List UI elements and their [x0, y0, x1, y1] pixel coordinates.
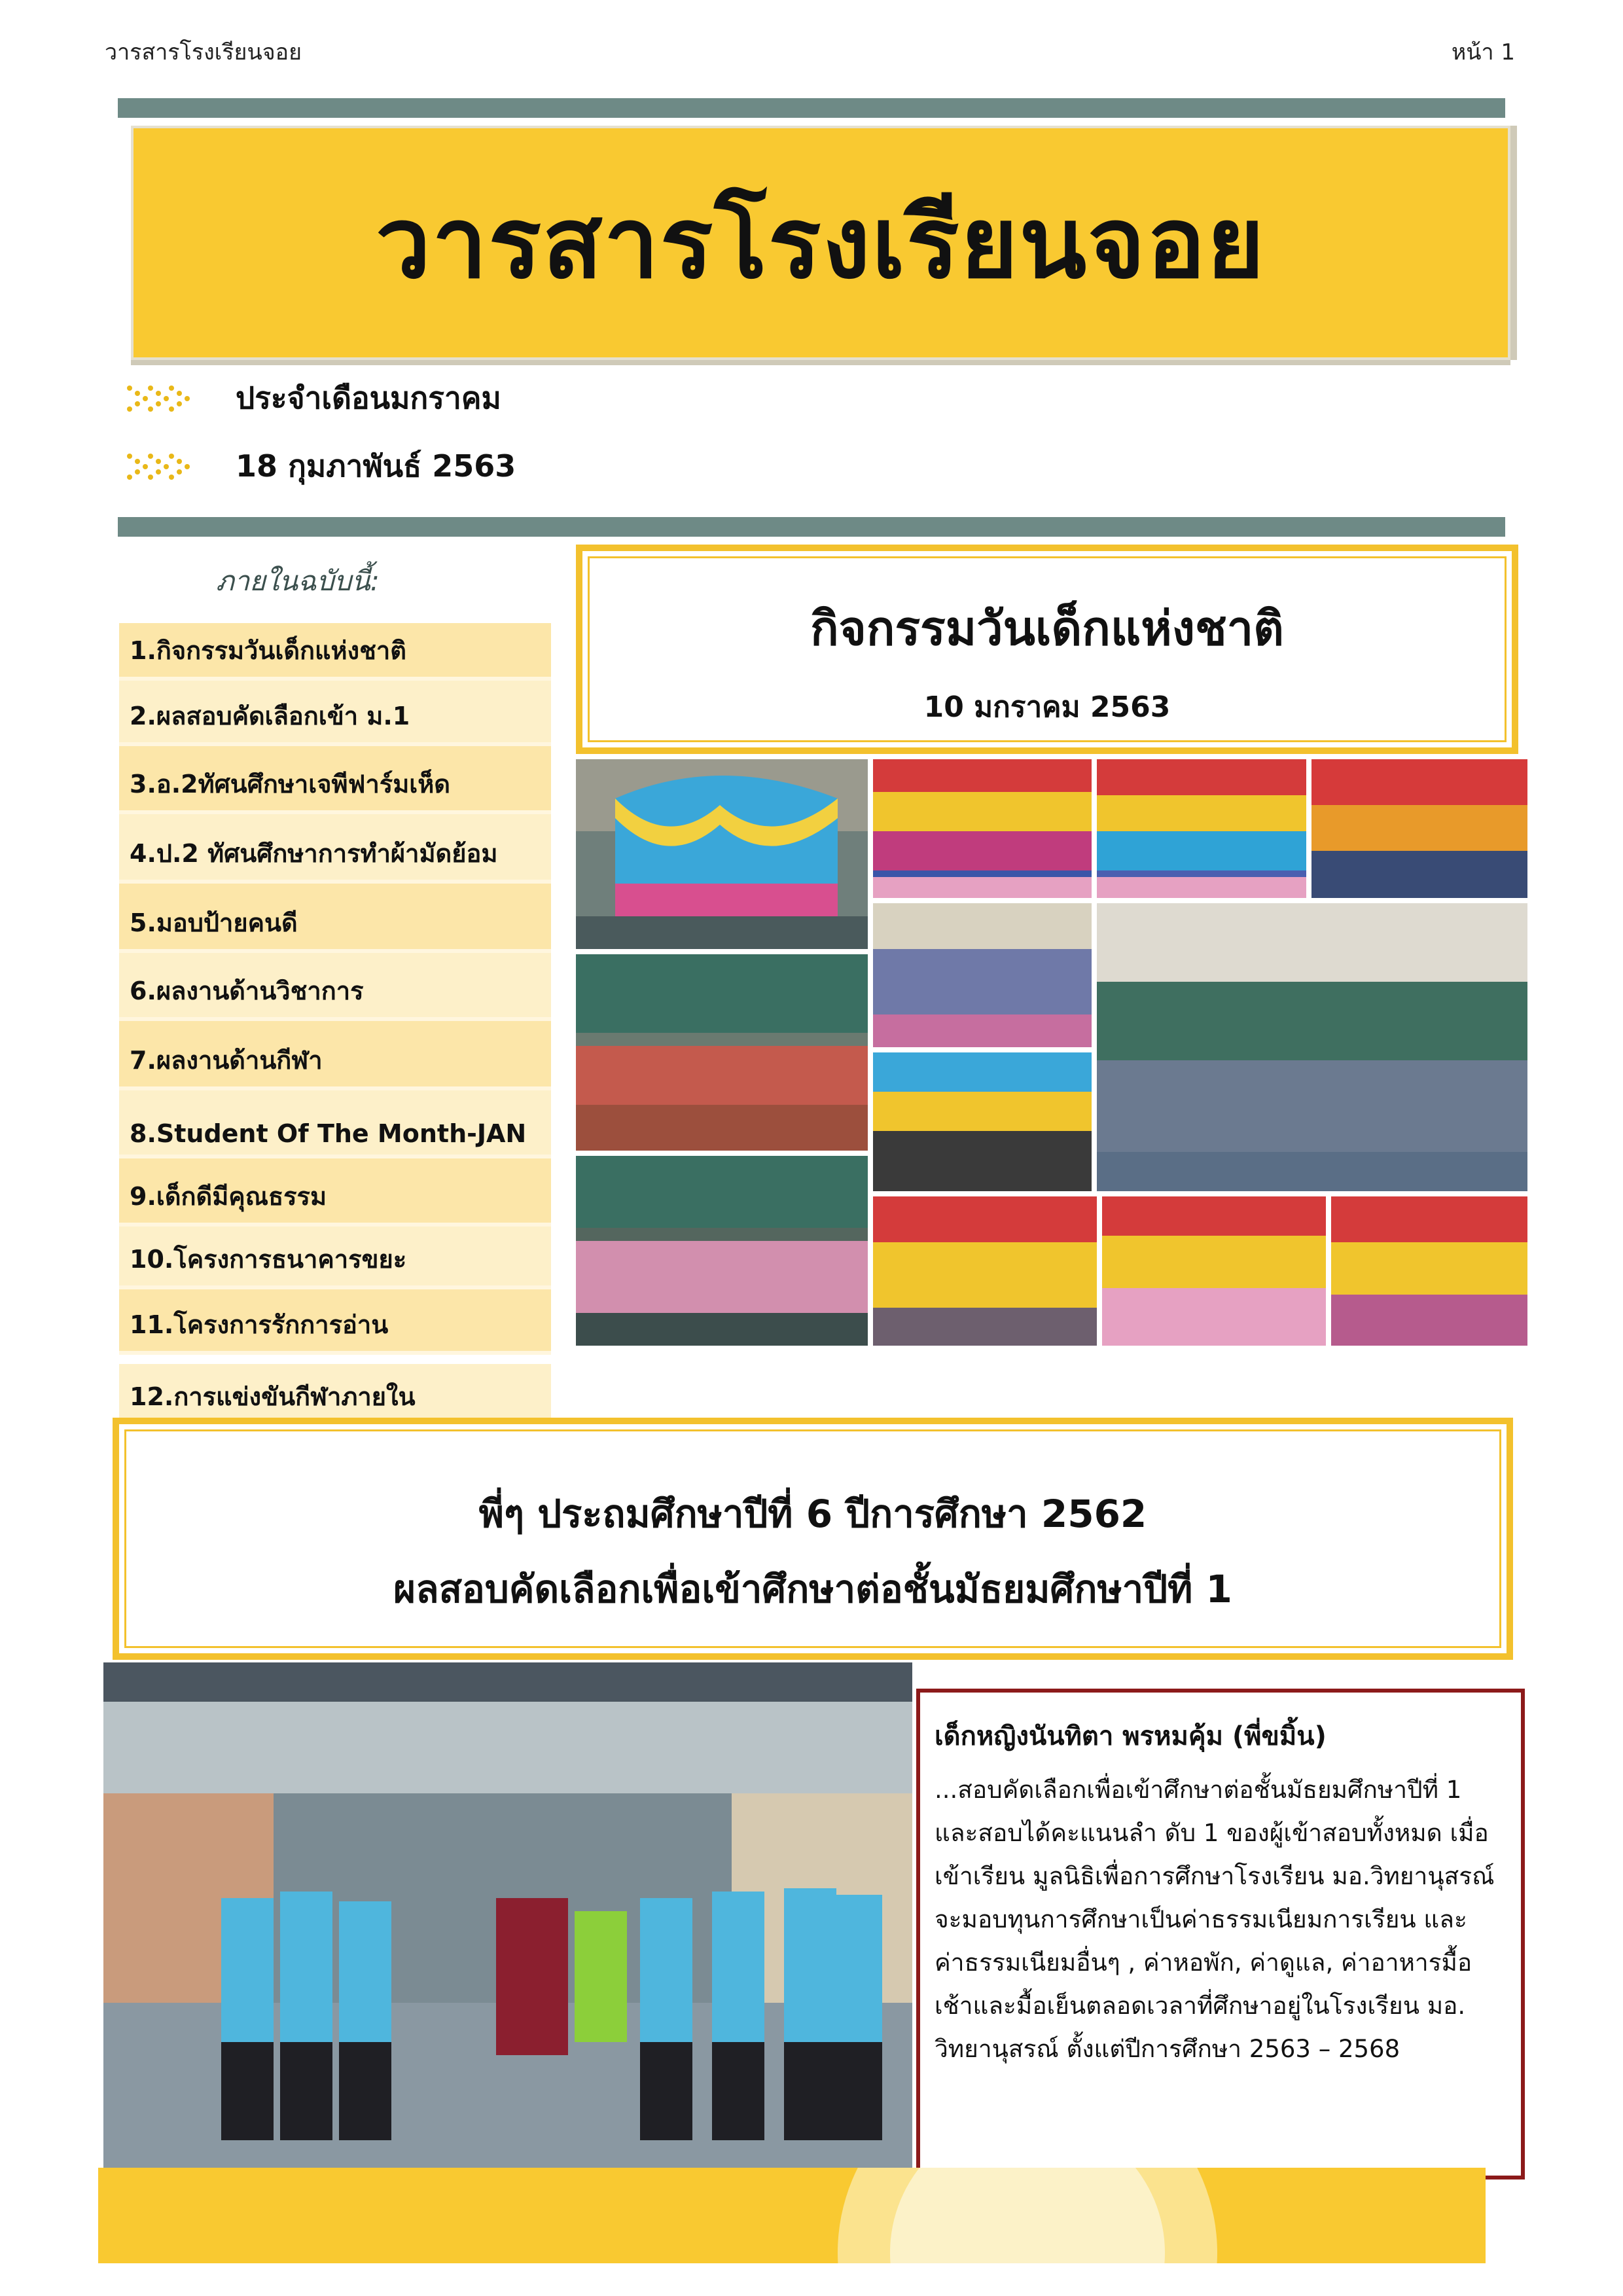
student-story-box	[916, 1689, 1525, 2179]
kids-dancing-photo	[1311, 759, 1527, 898]
stage-performance-photo	[873, 1052, 1092, 1191]
toc-item[interactable]: 5.มอบป้ายคนดี	[119, 884, 551, 953]
toc-item[interactable]: 2.ผลสอบคัดเลือกเข้า ม.1	[119, 681, 551, 746]
story-line: ค่าธรรมเนียมอื่นๆ , ค่าหอพัก, ค่าดูแล, ค่าอาหารมื้อ	[935, 1948, 1472, 1977]
top-divider	[118, 98, 1505, 118]
story-line: จะมอบทุนการศึกษาเป็นค่าธรรมเนียมการเรียน และ	[935, 1905, 1467, 1933]
toc-item[interactable]: 7.ผลงานด้านกีฬา	[119, 1021, 551, 1090]
decorative-circle-shape	[98, 2168, 1486, 2263]
masthead	[131, 126, 1510, 360]
story-line: วิทยานุสรณ์ ตั้งแต่ปีการศึกษา 2563 – 2568	[935, 2035, 1400, 2063]
toc-item[interactable]: 1.กิจกรรมวันเด็กแห่งชาติ	[119, 623, 551, 681]
toc-item[interactable]: 9.เด็กดีมีคุณธรรม	[119, 1158, 551, 1227]
issue-date-label: 18 กุมภาพันธ์ 2563	[236, 448, 516, 484]
masthead-title: วารสารโรงเรียนจอย	[376, 187, 1266, 300]
toc-heading: ภายในฉบับนี้:	[216, 565, 380, 597]
story-line: เช้าและมื้อเย็นตลอดเวลาที่ศึกษาอยู่ในโรงเรียน มอ.	[935, 1992, 1466, 2020]
footer-bar	[98, 2168, 1486, 2263]
story-line: เข้าเรียน มูลนิธิเพื่อการศึกษาโรงเรียน มอ.วิทยานุสรณ์	[935, 1862, 1495, 1890]
issue-month-label: ประจำเดือนมกราคม	[236, 380, 501, 416]
issue-date	[124, 442, 516, 490]
banner-line-2: ผลสอบคัดเลือกเพื่อเข้าศึกษาต่อชั้นมัธยมศึกษาปีที่ 1	[393, 1567, 1232, 1611]
middle-divider	[118, 517, 1505, 537]
chevron-bullet-icon	[124, 447, 196, 486]
stage-performance-photo	[576, 759, 868, 949]
banner-line-1: พี่ๆ ประถมศึกษาปีที่ 6 ปีการศึกษา 2562	[478, 1492, 1147, 1536]
chevron-bullet-icon	[124, 379, 196, 418]
results-banner	[113, 1418, 1513, 1660]
story-line: ...สอบคัดเลือกเพื่อเข้าศึกษาต่อชั้นมัธยมศึกษาปีที่ 1	[935, 1776, 1462, 1804]
kids-dancing-photo	[1102, 1196, 1326, 1346]
toc-item[interactable]: 12.การแข่งขันกีฬาภายใน	[119, 1364, 551, 1427]
group-photo	[576, 1156, 868, 1346]
story-line: และสอบได้คะแนนลำ ดับ 1 ของผู้เข้าสอบทั้งหมด เมื่อ	[935, 1819, 1489, 1847]
feature-date: 10 มกราคม 2563	[923, 691, 1171, 724]
kids-dancing-photo	[1331, 1196, 1527, 1346]
toc-item[interactable]: 6.ผลงานด้านวิชาการ	[119, 953, 551, 1021]
kids-dancing-photo	[873, 759, 1092, 898]
kids-dancing-photo	[873, 1196, 1097, 1346]
kids-dancing-photo	[1097, 759, 1306, 898]
toc-item[interactable]: 10.โครงการธนาคารขยะ	[119, 1227, 551, 1289]
feature-title: กิจกรรมวันเด็กแห่งชาติ	[810, 601, 1284, 656]
toc-item[interactable]: 8.Student Of The Month-JAN	[119, 1090, 551, 1158]
page-number: หน้า 1	[1451, 39, 1515, 65]
feature-heading-box	[576, 545, 1518, 754]
story-text	[935, 1768, 1508, 2071]
issue-month	[124, 374, 501, 422]
toc-item[interactable]: 3.อ.2ทัศนศึกษาเจพีฟาร์มเห็ด	[119, 746, 551, 814]
kids-dancing-photo	[873, 903, 1092, 1047]
toc-item[interactable]: 4.ป.2 ทัศนศึกษาการทำผ้ามัดย้อม	[119, 814, 551, 884]
running-header-title: วารสารโรงเรียนจอย	[105, 39, 302, 65]
group-seated-photo	[576, 954, 868, 1151]
toc-item[interactable]: 11.โครงการรักการอ่าน	[119, 1289, 551, 1355]
group-photo	[1097, 903, 1527, 1191]
students-teachers-photo	[103, 1662, 912, 2169]
student-name: เด็กหญิงนันทิตา พรหมคุ้ม (พี่ขมิ้น)	[935, 1721, 1327, 1751]
